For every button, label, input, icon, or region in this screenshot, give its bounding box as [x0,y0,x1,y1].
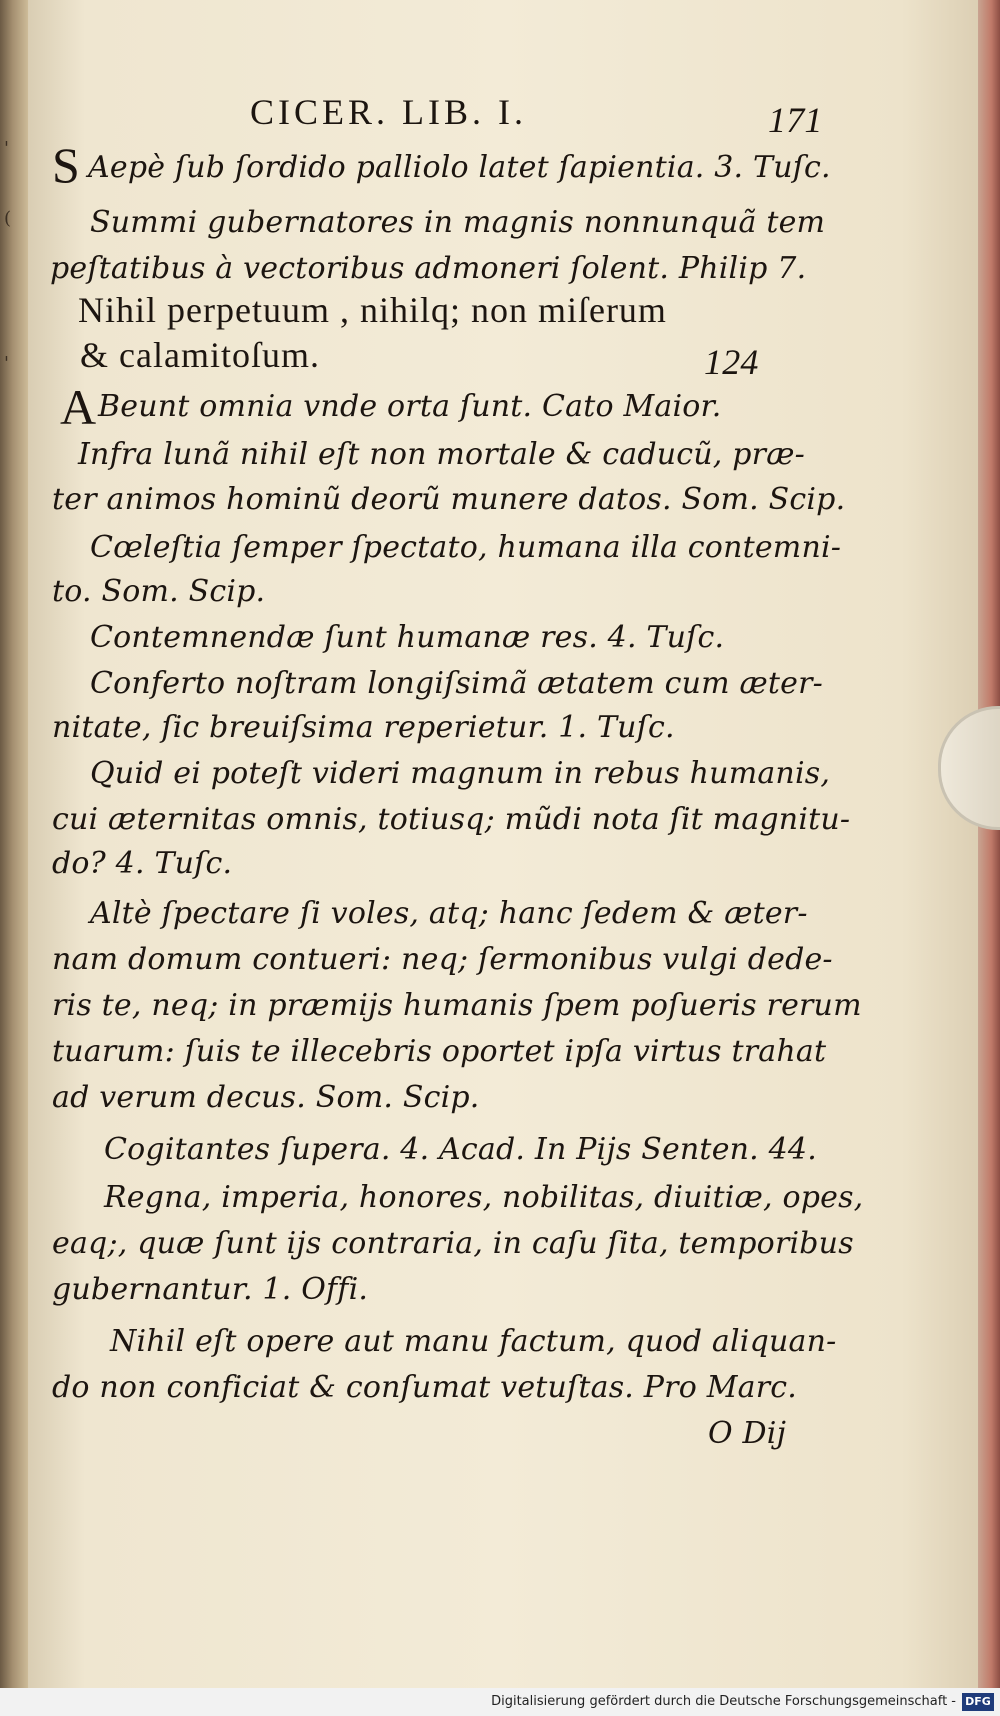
text-line: Cœleſtia ſemper ſpectato, humana illa contemni- [90,530,842,565]
text-line: gubernantur. 1. Offi. [52,1272,369,1307]
text-line: Contemnendæ ſunt humanæ res. 4. Tuſc. [90,620,725,655]
text-line: nam domum contueri: neq; ſermonibus vulgi dede- [52,942,833,977]
text-line: do non conficiat & conſumat vetuſtas. Pro Marc. [52,1370,797,1405]
funding-credit: Digitalisierung gefördert durch die Deutsche Forschungsgemeinschaft - [491,1694,956,1709]
text-line: ter animos hominũ deorũ munere datos. Som. Scip. [52,482,846,517]
footer-bar [0,1688,1000,1716]
text-line: eaq;, quæ ſunt ijs contraria, in caſu ſita, temporibus [52,1226,854,1261]
catchword: O Dij [708,1416,787,1451]
book-page [28,0,978,1688]
text-line: to. Som. Scip. [52,574,266,609]
spine-mark: ' [4,138,9,159]
text-line: peſtatibus à vectoribus admoneri ſolent. Philip 7. [50,251,807,286]
text-line: Nihil perpetuum , nihilq; non miſerum [78,290,667,330]
text-line: ad verum decus. Som. Scip. [52,1080,480,1115]
running-title: CICER. LIB. I. [250,92,527,132]
section-number: 124 [704,342,759,382]
text-line: tuarum: ſuis te illecebris oportet ipſa virtus trahat [52,1034,827,1069]
text-line: ris te, neq; in præmijs humanis ſpem poſueris rerum [52,988,862,1023]
text-line: Quid ei poteſt videri magnum in rebus humanis, [90,756,831,791]
dfg-logo: DFG [962,1693,994,1711]
page-number: 171 [768,100,823,140]
text-line: Nihil eſt opere aut manu factum, quod aliquan- [110,1324,837,1359]
initial-letter: A [60,379,97,435]
text-line: Cogitantes ſupera. 4. Acad. In Pijs Senten. 44. [104,1132,817,1167]
page-edge [978,0,1000,1688]
text-line: nitate, ſic breuiſsima reperietur. 1. Tuſc. [52,710,675,745]
text-line: do? 4. Tuſc. [52,846,233,881]
spine-mark: ( [4,208,12,229]
text-line: Regna, imperia, honores, nobilitas, diuitiæ, opes, [104,1180,864,1215]
text-line: Aepè ſub ſordido palliolo latet ſapientia. 3. Tuſc. [88,150,831,185]
initial-letter: S [52,137,80,193]
text-line: Infra lunã nihil eſt non mortale & caducũ, præ- [78,437,805,472]
text-line: cui æternitas omnis, totiusq; mũdi nota ſit magnitu- [52,802,851,837]
page-content [28,0,978,1688]
book-spine [0,0,28,1716]
spine-mark: ' [4,353,9,374]
text-line: Beunt omnia vnde orta ſunt. Cato Maior. [98,389,722,424]
text-line: & calamitoſum. [80,335,320,375]
text-line: Summi gubernatores in magnis nonnunquã tem [90,205,826,240]
text-line: Altè ſpectare ſi voles, atq; hanc ſedem & æter- [90,896,808,931]
text-line: Conferto noſtram longiſsimã ætatem cum æter- [90,666,824,701]
